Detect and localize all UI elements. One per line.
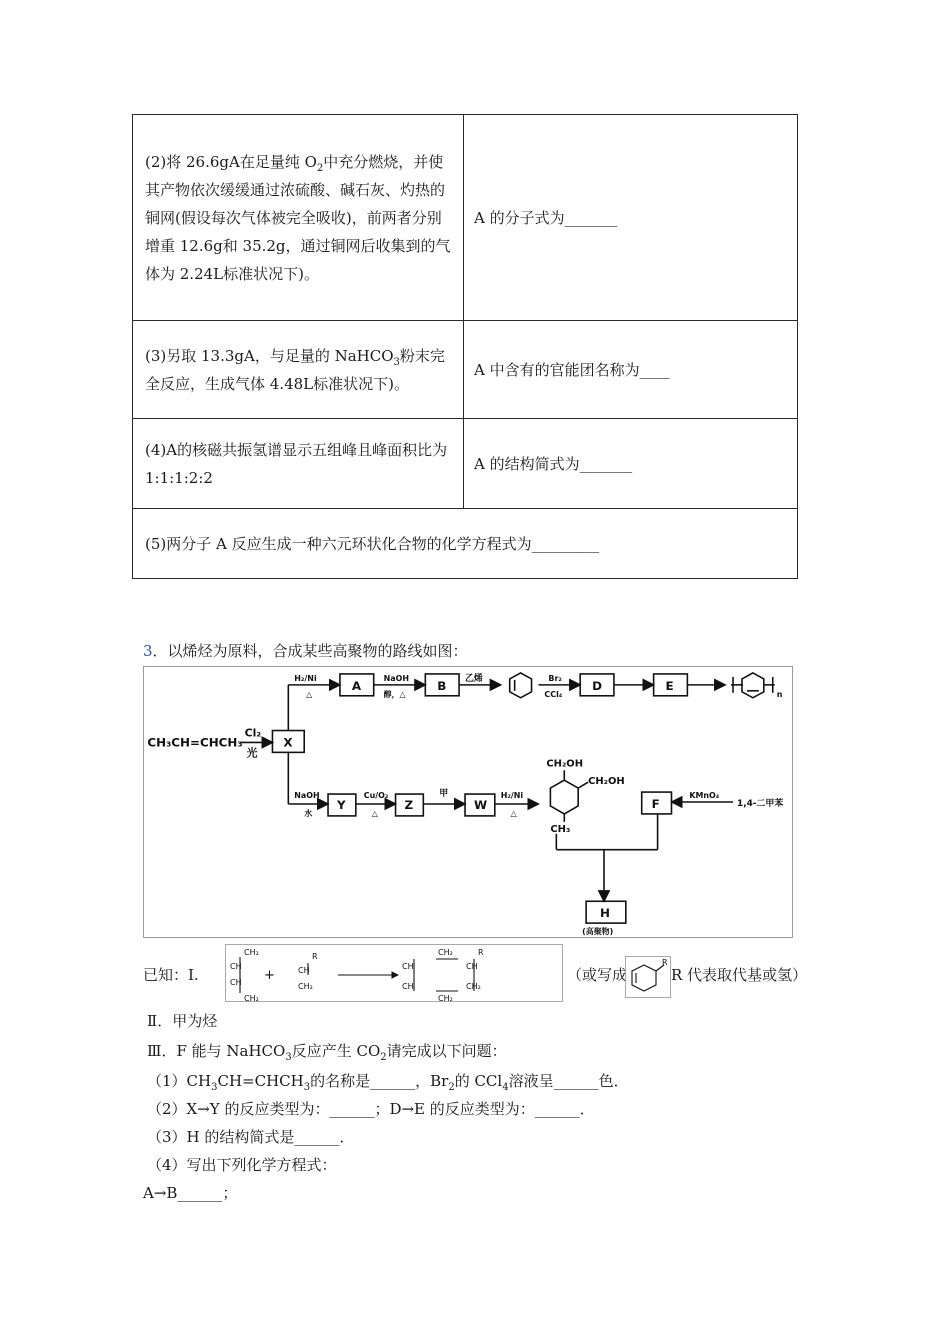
cond-label: 水 xyxy=(304,808,313,818)
xylene-label: 1,4-二甲苯 xyxy=(737,798,784,809)
cond-label: Cu/O₂ xyxy=(363,791,389,801)
cond-label: 醇，△ xyxy=(383,689,406,699)
h-note: (高聚物) xyxy=(582,927,614,937)
product-label: CH₂ xyxy=(438,994,453,1003)
table-row xyxy=(133,321,798,419)
dienophile-label: CH₂ xyxy=(298,982,313,991)
row4-condition: (4)A的核磁共振氢谱显示五组峰且峰面积比为 1:1:1:2:2 xyxy=(133,419,464,509)
question-5: A→B______； xyxy=(143,1184,238,1202)
diol-label: CH₂OH xyxy=(546,758,584,770)
synthesis-scheme xyxy=(143,666,793,938)
diene-label: CH xyxy=(230,962,242,971)
known-iii: Ⅲ．F 能与 NaHCO$_3$反应产生 $CO_2$请完成以下问题： xyxy=(147,1042,507,1063)
ring-figure xyxy=(625,956,671,998)
product-label: CH₂ xyxy=(438,948,453,957)
cond-label: NaOH xyxy=(294,791,320,801)
row4-answer: A 的结构简式为_______ xyxy=(464,419,798,509)
known-label: 已知：Ⅰ. xyxy=(143,966,199,984)
product-label: R xyxy=(478,948,484,957)
box-a: A xyxy=(351,678,362,693)
box-f: F xyxy=(651,796,660,811)
cond-label: H₂/Ni xyxy=(500,791,524,801)
table-row xyxy=(133,115,798,321)
box-b: B xyxy=(437,678,447,693)
cond-label: H₂/Ni xyxy=(294,673,317,683)
start-compound: CH₃CH=CHCH₃ xyxy=(147,735,243,750)
box-y: Y xyxy=(336,797,346,812)
cond-label: △ xyxy=(510,808,517,818)
question-3: （3）H 的结构简式是______． xyxy=(147,1128,355,1146)
known-conditions xyxy=(143,944,843,1004)
cond-label: CCl₄ xyxy=(544,689,563,699)
question-number: 3 xyxy=(143,642,153,660)
cond-label: △ xyxy=(306,689,313,699)
row3-condition: (3)另取 13.3gA，与足量的 NaHCO$_3$粉末完全反应，生成气体 4.48L标准状况下)。 xyxy=(133,321,464,419)
diol-label: CH₃ xyxy=(550,823,571,835)
plus-sign: + xyxy=(264,968,275,983)
box-h: H xyxy=(600,906,610,921)
cond-label: Cl₂ xyxy=(244,726,262,740)
box-x: X xyxy=(283,735,293,750)
row2-answer: A 的分子式为_______ xyxy=(464,115,798,321)
table-row xyxy=(133,419,798,509)
known-ii: Ⅱ．甲为烃 xyxy=(147,1012,218,1030)
rep-text: R 代表取代基或氢） xyxy=(671,966,808,984)
polymer-n: n xyxy=(776,689,783,699)
diels-alder-svg xyxy=(226,945,564,1003)
diene-label: CH₂ xyxy=(244,994,259,1003)
question3-title: 3．以烯烃为原料，合成某些高聚物的路线如图： xyxy=(143,642,468,660)
cond-label: KMnO₄ xyxy=(689,791,720,801)
row5-question: (5)两分子 A 反应生成一种六元环状化合物的化学方程式为_________ xyxy=(133,509,798,579)
cond-label: 光 xyxy=(246,746,258,760)
box-w: W xyxy=(473,797,488,812)
question-2: （2）X→Y 的反应类型为：______；D→E 的反应类型为：______． xyxy=(147,1100,595,1118)
cond-label: Br₂ xyxy=(548,673,562,683)
question-table xyxy=(132,114,798,579)
cond-label: 甲 xyxy=(439,789,449,800)
diene-label: CH xyxy=(230,978,242,987)
question-1: $(1)CH_3CH=CHCH_3$的名称是______，$Br_2$的 CCl$_4$溶液呈______色． xyxy=(147,1072,629,1093)
dienophile-label: CH xyxy=(298,966,310,975)
ring-svg xyxy=(626,957,672,999)
table-row xyxy=(133,509,798,579)
diels-alder-figure xyxy=(225,944,563,1002)
box-d: D xyxy=(592,678,602,693)
box-e: E xyxy=(665,678,674,693)
product-label: CH xyxy=(402,962,414,971)
ring-r-label: R xyxy=(662,958,668,967)
cond-label: 乙烯 xyxy=(465,673,483,684)
question-4: （4）写出下列化学方程式： xyxy=(147,1156,337,1174)
or-text: （或写成 xyxy=(567,966,628,984)
product-label: CH xyxy=(402,982,414,991)
row2-condition: (2)将 26.6gA在足量纯 $O_2$中充分燃烧，并使其产物依次缓缓通过浓硫酸、碱石灰、灼热的铜网(假设每次气体被完全吸收)，前两者分别增重 12.6g和 35.2g，通过铜网后收集到的气体为 2.24L标准状况下)。 xyxy=(133,115,464,321)
box-z: Z xyxy=(404,797,414,812)
row3-answer: A 中含有的官能团名称为____ xyxy=(464,321,798,419)
product-label: CH₂ xyxy=(466,982,481,991)
product-label: CH xyxy=(466,962,478,971)
cond-label: △ xyxy=(371,808,378,818)
diol-label: CH₂OH xyxy=(588,776,625,788)
scheme-svg xyxy=(144,667,792,937)
diene-label: CH₂ xyxy=(244,948,259,957)
cond-label: NaOH xyxy=(383,673,410,683)
dienophile-label: R xyxy=(312,952,318,961)
